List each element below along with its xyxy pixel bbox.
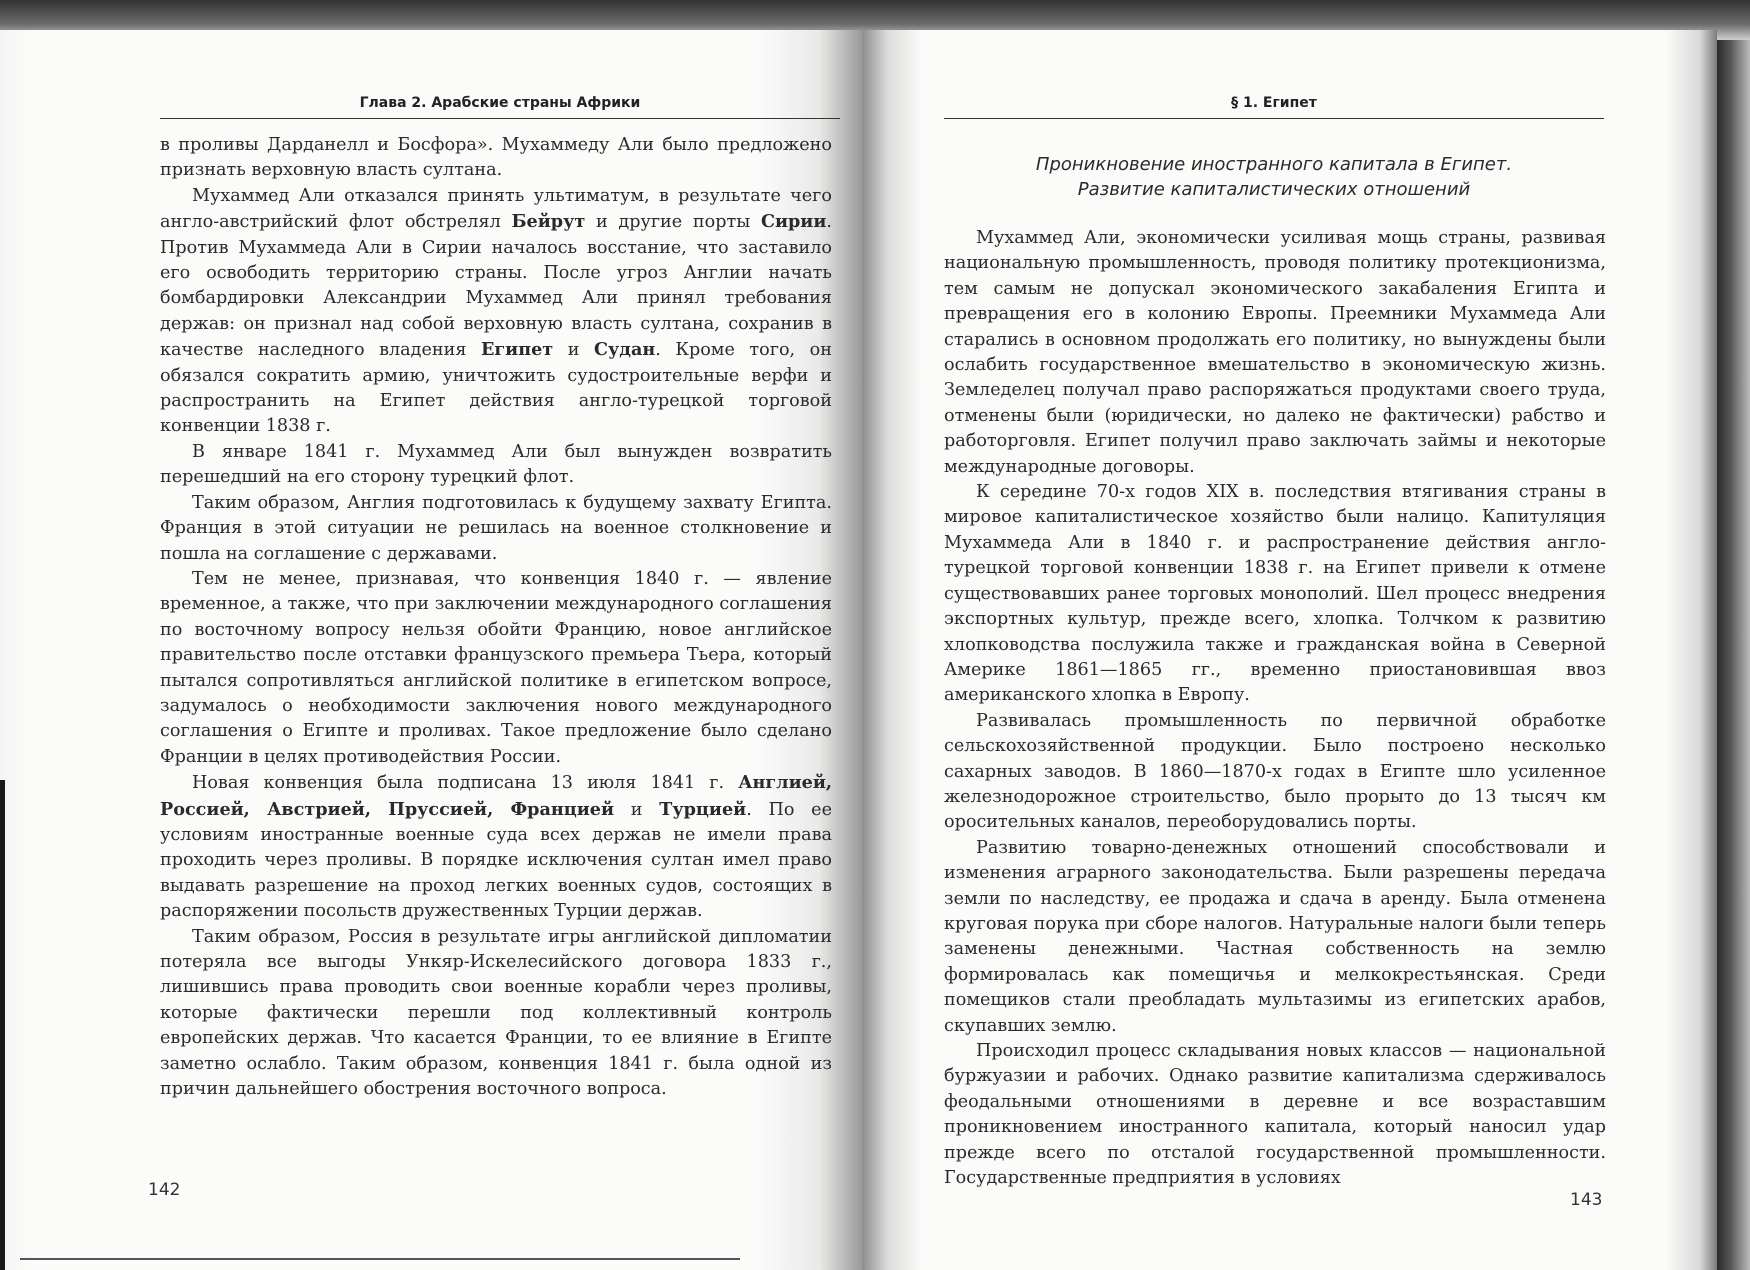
right-paragraph: Мухаммед Али, экономически усиливая мощь страны, развивая национальную промышленность, проводя политику протекционизма, тем самым не допускал экономического закабаления Египта и превращения его в колонию Европы. Преемники Мухаммеда Али старались в основном продолжать его политику, но вынуждены были ослабить государственное вмешательство в экономическую жизнь. Земледелец получал право распоряжаться продуктами своего труда, отменены были (юридически, но далеко не фактически) рабство и работорговля. Египет получил право заключать займы и некоторые международные договоры.: [944, 228, 1606, 477]
left-body-text: [160, 133, 832, 1102]
subheading-line-2: Развитие капиталистических отношений: [1077, 179, 1471, 200]
left-running-header: Глава 2. Арабские страны Африки: [359, 95, 641, 111]
right-paragraph: Развитию товарно-денежных отношений способствовали и изменения аграрного законодательства. Были разрешены передача земли по наследству, ее продажа и сдача в аренду. Была отменена круговая порука при сборе налогов. Натуральные налоги были теперь заменены денежными. Частная собственность на землю формировалась как помещичья и мелкокрестьянская. Среди помещиков стали преобладать мультазимы из египетских арабов, скупавших землю.: [944, 837, 1606, 1036]
left-page-number: 142: [148, 1180, 181, 1200]
bold-term: Египет: [480, 339, 554, 361]
left-paragraph: в проливы Дарданелл и Босфора». Мухаммеду Али было предложено признать верховную власть султана.: [160, 135, 832, 181]
right-paragraph: Развивалась промышленность по первичной обработке сельскохозяйственной продукции. Было построено несколько сахарных заводов. В 1860—1870-х годах в Египте шло усиленное железнодорожное строительство, было прорыто до 13 тысяч км оросительных каналов, переоборудовались порты.: [944, 710, 1606, 833]
subheading-line-1: Проникновение иностранного капитала в Египет.: [1035, 154, 1513, 175]
right-body-text: [944, 226, 1606, 1191]
bold-term: Сирии: [760, 211, 827, 233]
right-paragraph: К середине 70-х годов XIX в. последствия втягивания страны в мировое капиталистическое хозяйство были налицо. Капитуляция Мухаммеда Али в 1840 г. и распространение действия англо-турецкой торговой конвенции 1838 г. на Египет привели к отмене существовавших ранее торговых монополий. Шел процесс внедрения экспортных культур, прежде всего, хлопка. Толчком к развитию хлопководства послужила также и гражданская война в Северной Америке 1861—1865 гг., временно приостановившая ввоз американского хлопка в Европу.: [944, 482, 1606, 706]
scan-right-edge: [1717, 40, 1750, 1270]
left-paragraph: Таким образом, Россия в результате игры английской дипломатии потеряла все выгоды Ункяр-Искелесийского договора 1833 г., лишившись права проводить свои военные корабли через проливы, которые фактически перешли под коллективный контроль европейских держав. Что касается Франции, то ее влияние в Египте заметно ослабло. Таким образом, конвенция 1841 г. была одной из причин дальнейшего обострения восточного вопроса.: [160, 926, 832, 1100]
left-paragraph: Новая конвенция была подписана 13 июля 1841 г. Англией, Россией, Австрией, Пруссией, Францией и Турцией. По ее условиям иностранные военные суда всех держав не имели права проходить через проливы. В порядке исключения султан имел право выдавать разрешение на проход легких военных судов, состоящих в распоряжении посольств дружественных Турции держав.: [160, 772, 833, 922]
left-paragraph: Тем не менее, признавая, что конвенция 1840 г. — явление временное, а также, что при заключении международного соглашения по восточному вопросу нельзя обойти Францию, новое английское правительство после отставки французского премьера Тьера, который пытался сопротивляться английской политике в египетском вопросе, задумалось о необходимости заключения нового международного соглашения о Египте и проливах. Такое предложение было сделано Франции в целях противодействия России.: [160, 568, 832, 767]
right-header-rule: [944, 118, 1604, 119]
right-page: [862, 30, 1717, 1270]
right-page-number: 143: [1570, 1190, 1603, 1210]
right-paragraph: Происходил процесс складывания новых классов — национальной буржуазии и рабочих. Однако развитие капитализма сдерживалось феодальными отношениями в деревне и все возраставшим проникновением иностранного капитала, который наносил удар прежде всего по отсталой государственной промышленности. Государственные предприятия в условиях: [944, 1041, 1606, 1189]
scan-bottom-line: [20, 1258, 740, 1260]
scan-left-edge-mark: [0, 780, 5, 1270]
bold-term: Турцией: [659, 798, 747, 820]
bold-term: Бейрут: [511, 211, 586, 233]
right-running-header: § 1. Египет: [1231, 95, 1317, 111]
left-paragraph: В январе 1841 г. Мухаммед Али был вынужден возвратить перешедший на его сторону турецкий флот.: [160, 441, 832, 488]
left-header-rule: [160, 118, 840, 119]
left-paragraph: Таким образом, Англия подготовилась к будущему захвату Египта. Франция в этой ситуации не решилась на военное столкновение и пошла на соглашение с державами.: [160, 492, 832, 564]
left-paragraph: Мухаммед Али отказался принять ультиматум, в результате чего англо-австрийский флот обстрелял Бейрут и другие порты Сирии. Против Мухаммеда Али в Сирии началось восстание, что заставило его освободить территорию страны. После угроз Англии начать бомбардировки Александрии Мухаммед Али принял требования держав: он признал над собой верховную власть султана, сохранив в качестве наследного владения Египет и Судан. Кроме того, он обязался сократить армию, уничтожить судостроительные верфи и распространить на Египет действия англо-турецкой торговой конвенции 1838 г.: [160, 185, 832, 437]
left-page: [0, 30, 862, 1270]
bold-term: Судан: [593, 339, 656, 361]
bold-term: Англией, Россией, Австрией, Пруссией, Францией: [160, 772, 832, 820]
section-subheading: [944, 152, 1604, 202]
